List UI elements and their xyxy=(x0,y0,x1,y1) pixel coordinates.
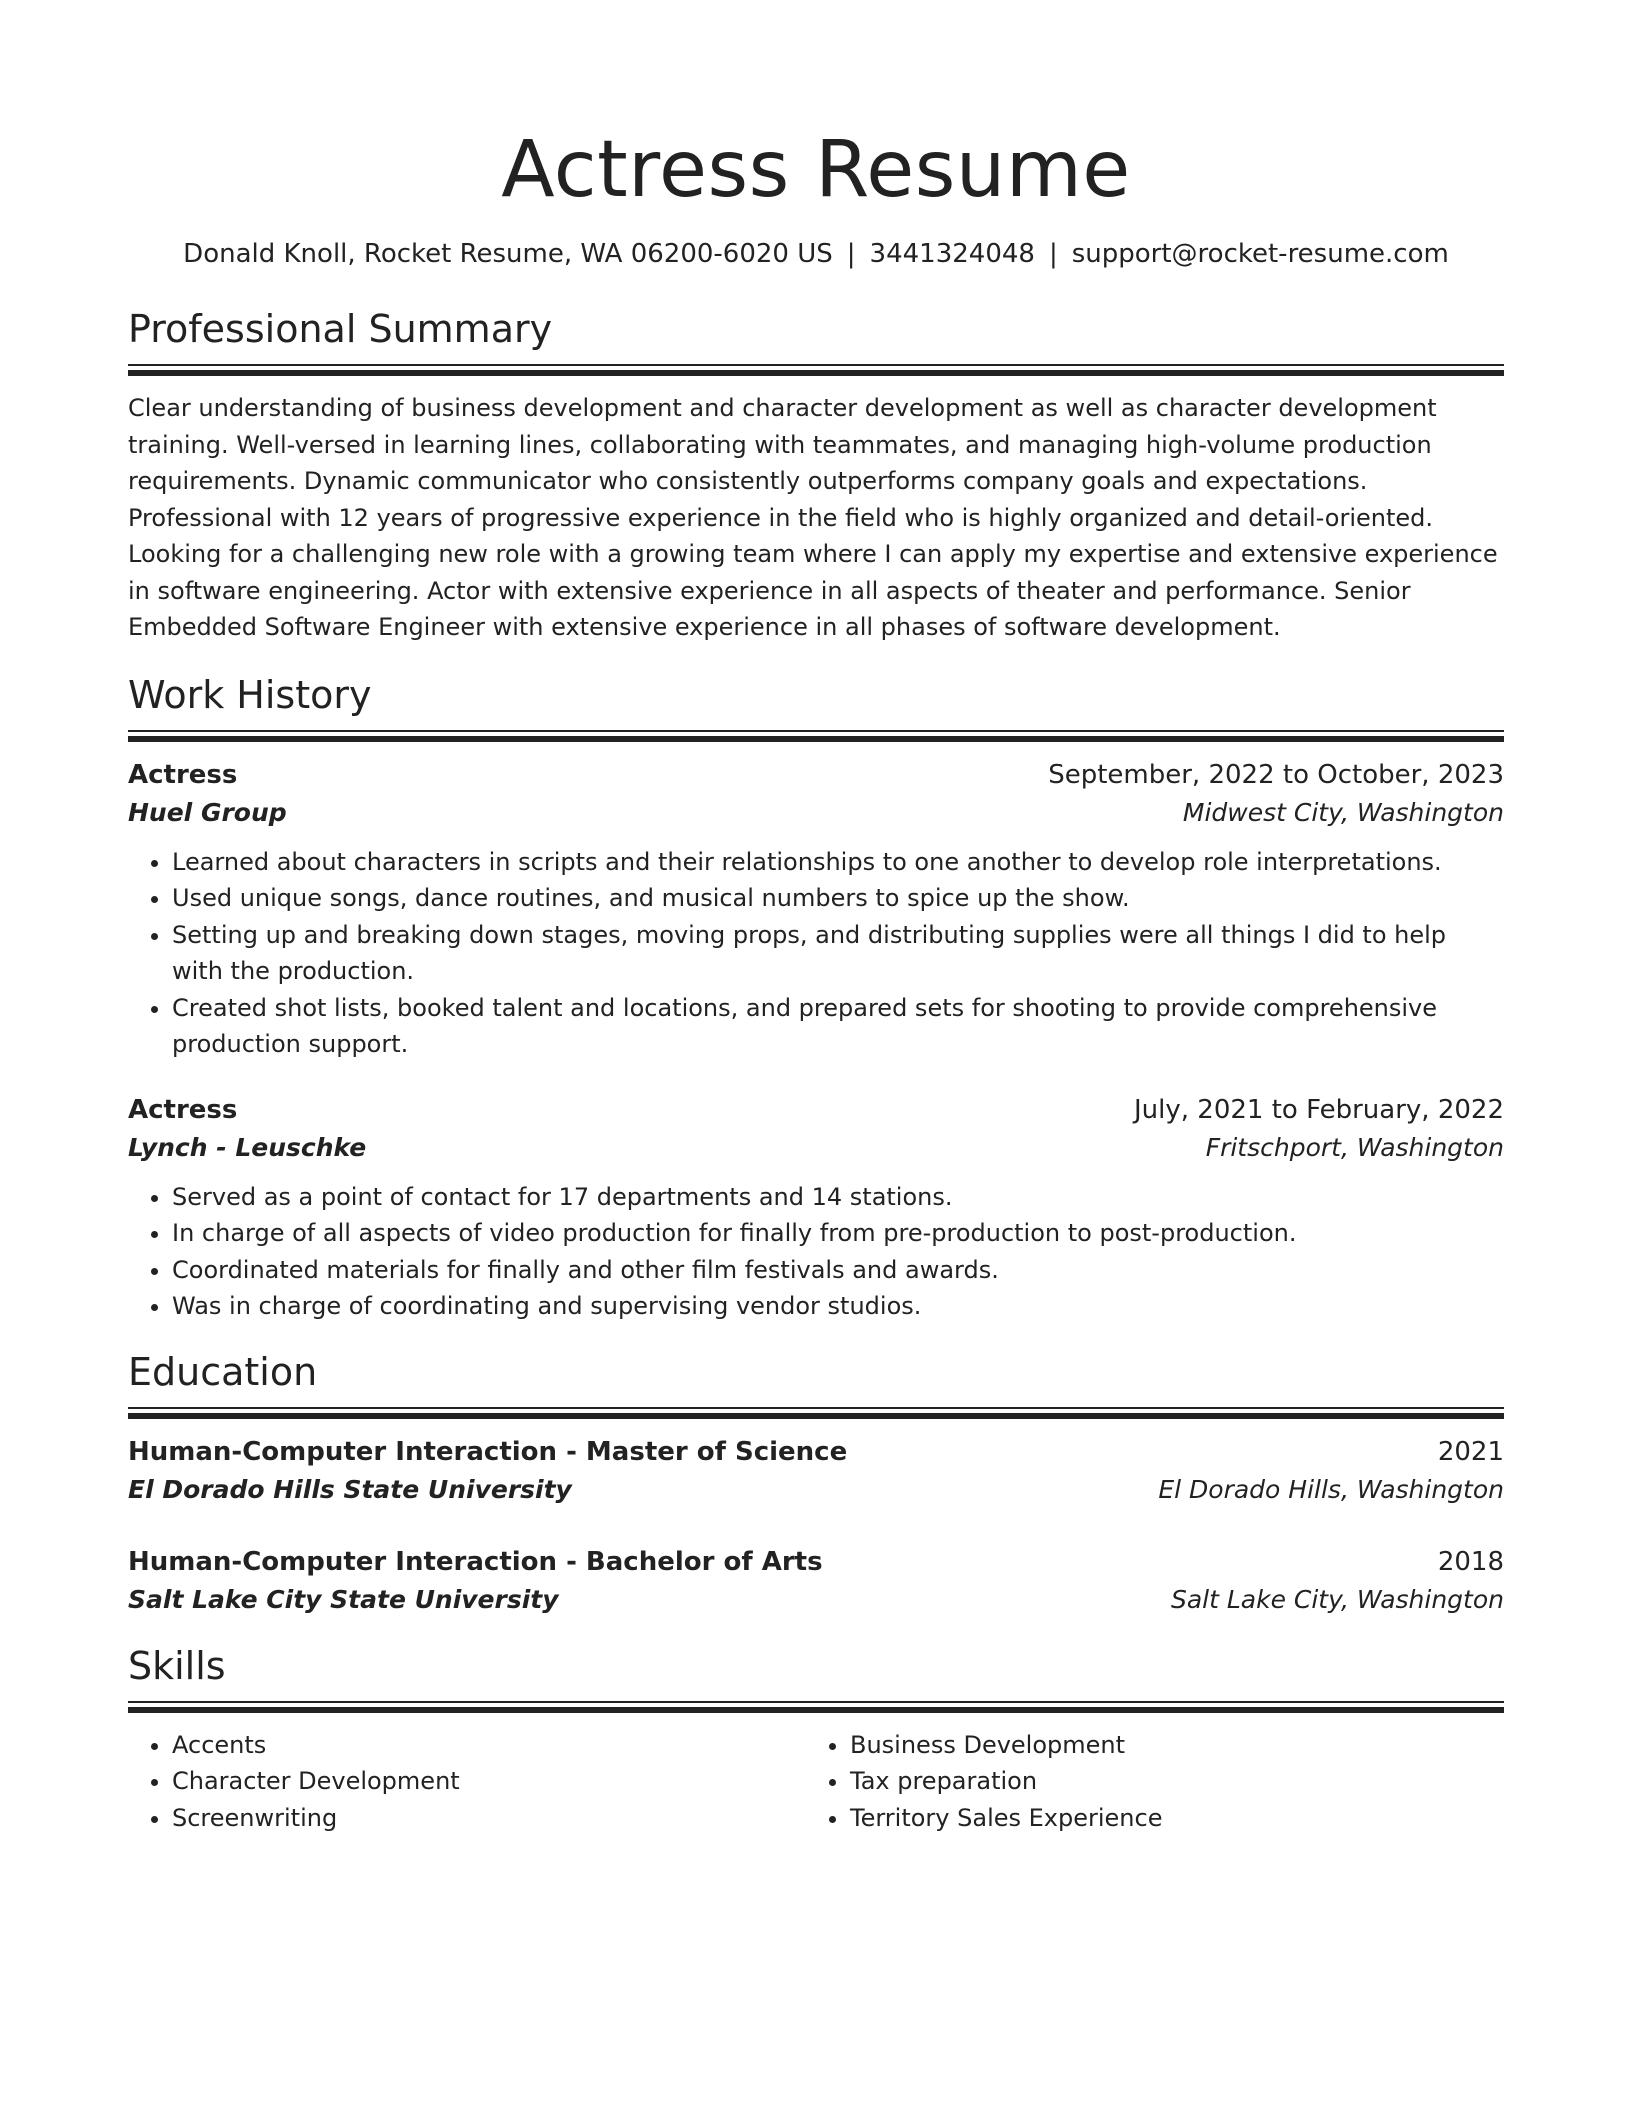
list-item: • Served as a point of contact for 17 departments and 14 stations. xyxy=(172,1179,1504,1216)
job-title: Actress xyxy=(128,1094,238,1125)
resume-title: Actress Resume xyxy=(501,125,1131,215)
skills-list xyxy=(806,1727,1484,1837)
graduation-year: 2021 xyxy=(1437,1436,1504,1467)
list-item: • Setting up and breaking down stages, moving props, and distributing supplies were all things I did to help with the production. xyxy=(172,917,1504,990)
resume-page xyxy=(128,0,1504,1836)
school-location: El Dorado Hills, Washington xyxy=(1158,1474,1504,1504)
skill-item: • Character Development xyxy=(172,1763,806,1800)
degree-title: Human-Computer Interaction - Master of Science xyxy=(128,1436,848,1467)
job-title: Actress xyxy=(128,759,238,790)
list-item: • Used unique songs, dance routines, and musical numbers to spice up the show. xyxy=(172,880,1504,917)
skill-item: • Business Development xyxy=(850,1727,1484,1764)
contact-separator: | xyxy=(1048,239,1058,269)
skills-list xyxy=(128,1727,806,1837)
contact-email: support@rocket-resume.com xyxy=(1071,239,1449,269)
job-company: Huel Group xyxy=(128,797,287,827)
section-heading-education: Education xyxy=(128,1349,318,1394)
list-item: • In charge of all aspects of video production for finally from pre-production to post-production. xyxy=(172,1215,1504,1252)
job-location: Fritschport, Washington xyxy=(1205,1132,1504,1162)
school-name: Salt Lake City State University xyxy=(128,1584,559,1614)
skills-column-right xyxy=(806,1727,1484,1837)
education-school-row xyxy=(128,1471,1504,1509)
list-item: • Learned about characters in scripts and their relationships to one another to develop role interpretations. xyxy=(172,844,1504,881)
job-location: Midwest City, Washington xyxy=(1182,797,1504,827)
job-header-row xyxy=(128,1091,1504,1129)
list-item: • Created shot lists, booked talent and locations, and prepared sets for shooting to provide comprehensive production support. xyxy=(172,990,1504,1063)
section-heading-summary: Professional Summary xyxy=(128,307,553,351)
education-entry xyxy=(128,1433,1504,1509)
contact-line xyxy=(128,236,1504,272)
skill-item: • Screenwriting xyxy=(172,1800,806,1837)
job-bullets xyxy=(128,1179,1504,1325)
section-heading-work: Work History xyxy=(128,672,372,717)
job-company-row xyxy=(128,1129,1504,1167)
contact-address: Donald Knoll, Rocket Resume, WA 06200-6020 US xyxy=(183,239,833,269)
job-company-row xyxy=(128,794,1504,832)
school-name: El Dorado Hills State University xyxy=(128,1474,572,1504)
education-section xyxy=(128,1347,1504,1619)
school-location: Salt Lake City, Washington xyxy=(1170,1584,1504,1614)
section-heading-skills: Skills xyxy=(128,1643,226,1688)
skill-item: • Territory Sales Experience xyxy=(850,1800,1484,1837)
education-school-row xyxy=(128,1581,1504,1619)
list-item: • Was in charge of coordinating and supervising vendor studios. xyxy=(172,1288,1504,1325)
skills-column-left xyxy=(128,1727,806,1837)
work-section xyxy=(128,670,1504,1325)
summary-text: Clear understanding of business development and character development as well as character development training. Well-versed in learning lines, collaborating with teammates, and managing high-volume production requirements. Dynamic communicator who consistently outperforms company goals and expectations. Professional with 12 years of progressive experience in the field who is highly organized and detail-oriented. Looking for a challenging new role with a growing team where I can apply my expertise and extensive experience in software engineering. Actor with extensive experience in all aspects of theater and performance. Senior Embedded Software Engineer with extensive experience in all phases of software development. xyxy=(128,394,1498,641)
education-entry xyxy=(128,1543,1504,1619)
education-header-row xyxy=(128,1543,1504,1581)
degree-title: Human-Computer Interaction - Bachelor of Arts xyxy=(128,1546,823,1577)
list-item: • Coordinated materials for finally and other film festivals and awards. xyxy=(172,1252,1504,1289)
job-bullets xyxy=(128,844,1504,1063)
contact-separator: | xyxy=(846,239,856,269)
job-dates: September, 2022 to October, 2023 xyxy=(1048,759,1504,790)
section-divider xyxy=(128,730,1504,742)
section-divider xyxy=(128,1701,1504,1713)
contact-phone: 3441324048 xyxy=(869,239,1035,269)
job-header-row xyxy=(128,756,1504,794)
job-dates: July, 2021 to February, 2022 xyxy=(1134,1094,1504,1125)
skills-section xyxy=(128,1641,1504,1837)
job-entry xyxy=(128,1091,1504,1325)
summary-section xyxy=(128,304,1504,646)
job-company: Lynch - Leuschke xyxy=(128,1132,367,1162)
skills-grid xyxy=(128,1727,1504,1837)
skill-item: • Tax preparation xyxy=(850,1763,1484,1800)
job-entry xyxy=(128,756,1504,1063)
education-header-row xyxy=(128,1433,1504,1471)
section-divider xyxy=(128,364,1504,376)
section-divider xyxy=(128,1407,1504,1419)
graduation-year: 2018 xyxy=(1437,1546,1504,1577)
skill-item: • Accents xyxy=(172,1727,806,1764)
